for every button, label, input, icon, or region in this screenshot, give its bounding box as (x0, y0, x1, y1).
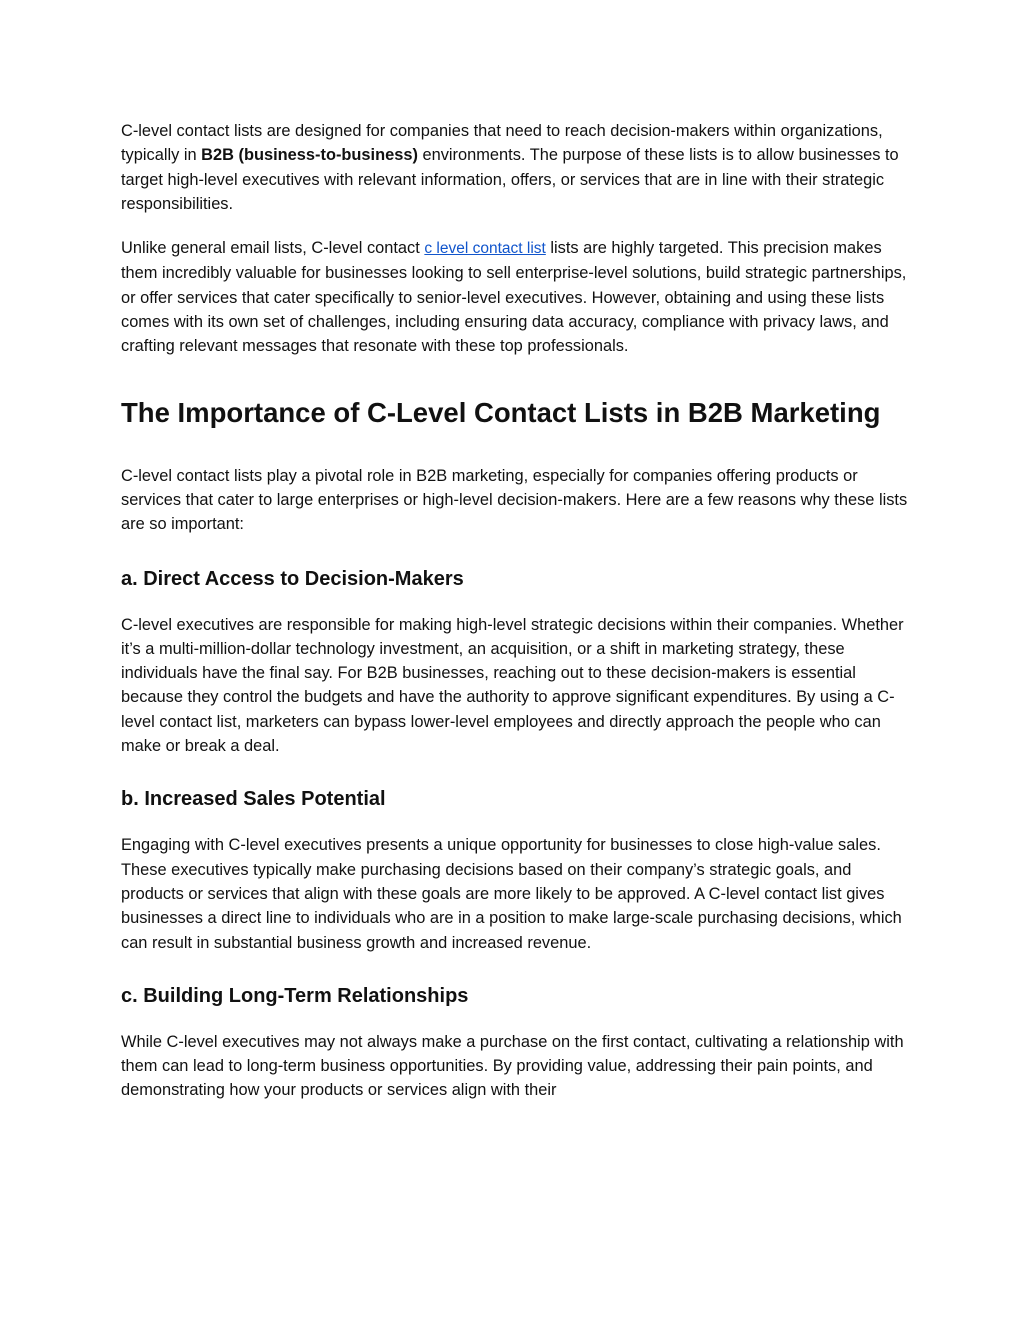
section-body-sales-potential: Engaging with C-level executives presents a unique opportunity for businesses to close high-value sales. These executives typically make purchasing decisions based on their company’s strategic goals, and products or services that align with these goals are more likely to be approved. A C-level contact list gives businesses a direct line to individuals who are in a position to make large-scale purchasing decisions, which can result in substantial business growth and increased revenue. (121, 836, 902, 952)
document-page (121, 119, 911, 1103)
intro-text-end: environments. The purpose of these lists is to allow businesses to target high-level executives with relevant information, offers, or services that are in line with their strategic responsibilities. (121, 146, 899, 213)
c-level-contact-list-link[interactable]: c level contact list (424, 240, 546, 258)
intro-text-start: C-level contact lists are designed for companies that need to reach decision-makers within organizations, typically in (121, 122, 883, 165)
intro2-text-end: lists are highly targeted. This precision makes them incredibly valuable for businesses looking to sell enterprise-level solutions, build strategic partnerships, or offer services that cater specifically to senior-level executives. However, obtaining and using these lists comes with its own set of challenges, including ensuring data accuracy, compliance with privacy laws, and crafting relevant messages that resonate with these top professionals. (121, 239, 907, 356)
intro-paragraph-1 (121, 119, 911, 216)
b2b-bold-text: B2B (business-to-business) (201, 146, 418, 165)
section-heading-sales-potential: b. Increased Sales Potential (121, 788, 386, 811)
intro2-text-start: Unlike general email lists, C-level contact (121, 239, 425, 258)
intro-paragraph-2 (121, 236, 911, 358)
section-body-direct-access: C-level executives are responsible for making high-level strategic decisions within their companies. Whether it’s a multi-million-dollar technology investment, an acquisition, or a shift in marketing strategy, these individuals have the final say. For B2B businesses, reaching out to these decision-makers is essential because they control the budgets and have the authority to approve significant expenditures. By using a C-level contact list, marketers can bypass lower-level employees and directly approach the people who can make or break a deal. (121, 615, 904, 756)
section-heading-direct-access: a. Direct Access to Decision-Makers (121, 567, 464, 590)
section-heading-long-term-relationships: c. Building Long-Term Relationships (121, 984, 469, 1007)
main-heading: The Importance of C-Level Contact Lists in B2B Marketing (121, 396, 881, 428)
main-intro-paragraph: C-level contact lists play a pivotal role in B2B marketing, especially for companies offering products or services that cater to large enterprises or high-level decision-makers. Here are a few reasons why these lists are so important: (121, 466, 908, 534)
section-body-long-term-relationships: While C-level executives may not always make a purchase on the first contact, cultivating a relationship with them can lead to long-term business opportunities. By providing value, addressing their pain points, and demonstrating how your products or services align with their (121, 1032, 904, 1100)
